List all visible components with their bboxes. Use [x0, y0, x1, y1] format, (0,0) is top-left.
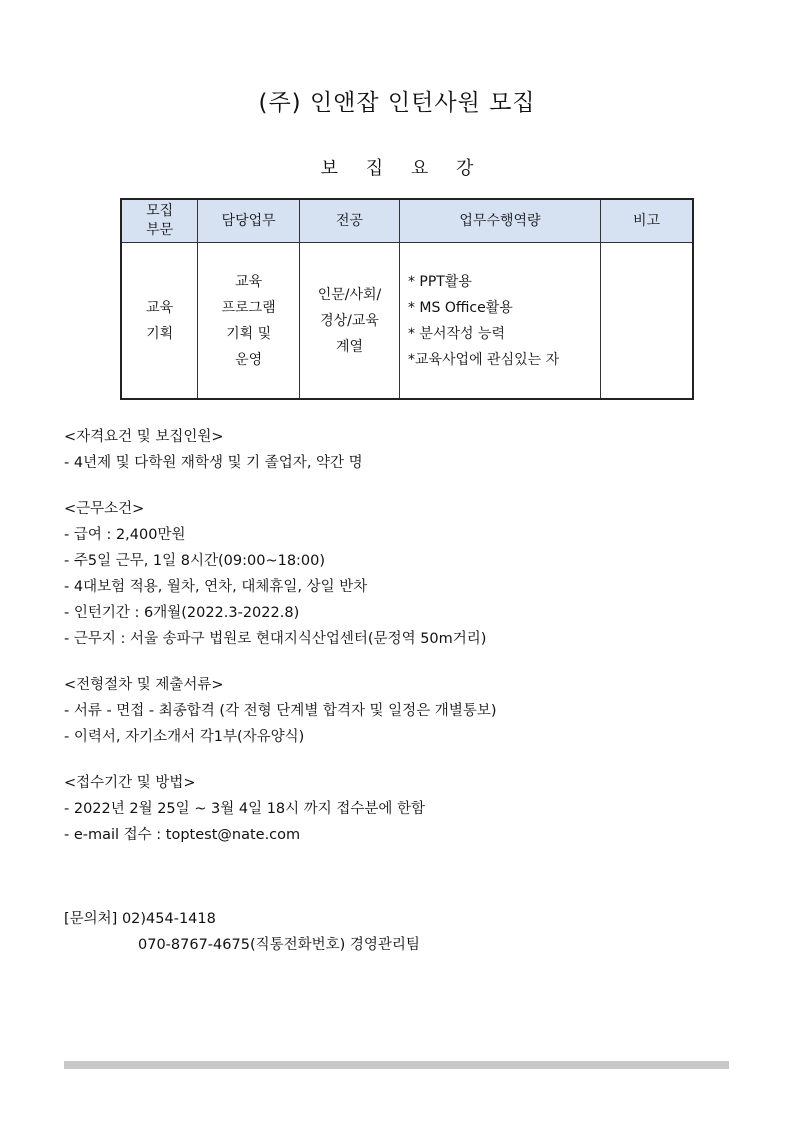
header-text: 모집 — [146, 203, 174, 219]
section-item: - 2022년 2월 25일 ~ 3월 4일 18시 까지 접수분에 한함 — [64, 801, 426, 817]
cell-text: 기획 — [146, 325, 174, 342]
section-item: - 4년제 및 다학원 재학생 및 기 졸업자, 약간 명 — [64, 455, 363, 471]
cell-competencies — [399, 243, 600, 400]
section-item: - 4대보험 적용, 월차, 연차, 대체휴일, 상일 반차 — [64, 579, 368, 595]
table-header-row — [121, 199, 693, 243]
document-title: (주) 인앤잡 인턴사원 모집 — [258, 90, 536, 116]
cell-text: 운영 — [235, 351, 263, 368]
cell-department — [121, 243, 198, 400]
table-row — [121, 243, 693, 400]
section-heading: <접수기간 및 방법> — [64, 775, 196, 791]
section-item: - e-mail 접수 : toptest@nate.com — [64, 827, 301, 843]
document-subtitle: 보 집 요 강 — [320, 158, 474, 179]
competency-item: *교육사업에 관심있는 자 — [407, 351, 560, 368]
header-text: 비고 — [632, 212, 661, 229]
header-text: 업무수행역량 — [459, 212, 541, 229]
competency-item: * MS Office활용 — [407, 299, 513, 316]
footer-divider — [64, 1061, 729, 1069]
cell-text: 기획 및 — [226, 325, 272, 342]
contact-block — [64, 906, 420, 958]
header-text: 담당업무 — [221, 212, 276, 229]
section-item: - 이력서, 자기소개서 각1부(자유양식) — [64, 729, 305, 745]
section-item: - 근무지 : 서울 송파구 법원로 현대지식산업센터(문정역 50m거리) — [64, 631, 487, 647]
header-competency — [399, 199, 600, 243]
header-task — [198, 199, 300, 243]
section-item: - 급여 : 2,400만원 — [64, 527, 186, 543]
section-selection-process — [64, 672, 744, 750]
header-remarks — [600, 199, 693, 243]
cell-text: 경상/교육 — [320, 312, 379, 329]
cell-task — [198, 243, 300, 400]
header-text: 부문 — [146, 222, 174, 238]
cell-major — [300, 243, 400, 400]
header-department — [121, 199, 198, 243]
section-item: - 주5일 근무, 1일 8시간(09:00~18:00) — [64, 553, 326, 569]
competency-item: * PPT활용 — [407, 273, 472, 290]
competency-item: * 분서작성 능력 — [407, 325, 506, 342]
contact-phone-direct: 070-8767-4675(직통전화번호) 경영관리팀 — [138, 937, 420, 953]
section-qualifications — [64, 424, 744, 476]
recruitment-table — [120, 198, 694, 400]
section-heading: <자격요건 및 보집인원> — [64, 429, 224, 445]
cell-text: 교육 — [235, 273, 263, 290]
cell-text: 교육 — [146, 299, 174, 316]
section-item: - 인턴기간 : 6개월(2022.3-2022.8) — [64, 605, 300, 621]
cell-text: 프로그램 — [221, 299, 276, 316]
header-text: 전공 — [335, 212, 364, 229]
cell-text: 계열 — [335, 338, 364, 355]
section-heading: <근무소건> — [64, 501, 145, 517]
section-heading: <전형절차 및 제출서류> — [64, 677, 224, 693]
section-working-conditions — [64, 496, 744, 652]
conditions-sections — [64, 424, 744, 868]
contact-phone-main: [문의처] 02)454-1418 — [64, 911, 216, 927]
cell-remarks — [600, 243, 693, 400]
section-application-period — [64, 770, 744, 848]
section-item: - 서류 - 면접 - 최종합격 (각 전형 단계별 합격자 및 일정은 개별통보) — [64, 703, 497, 719]
cell-text: 인문/사회/ — [317, 286, 382, 303]
header-major — [300, 199, 400, 243]
